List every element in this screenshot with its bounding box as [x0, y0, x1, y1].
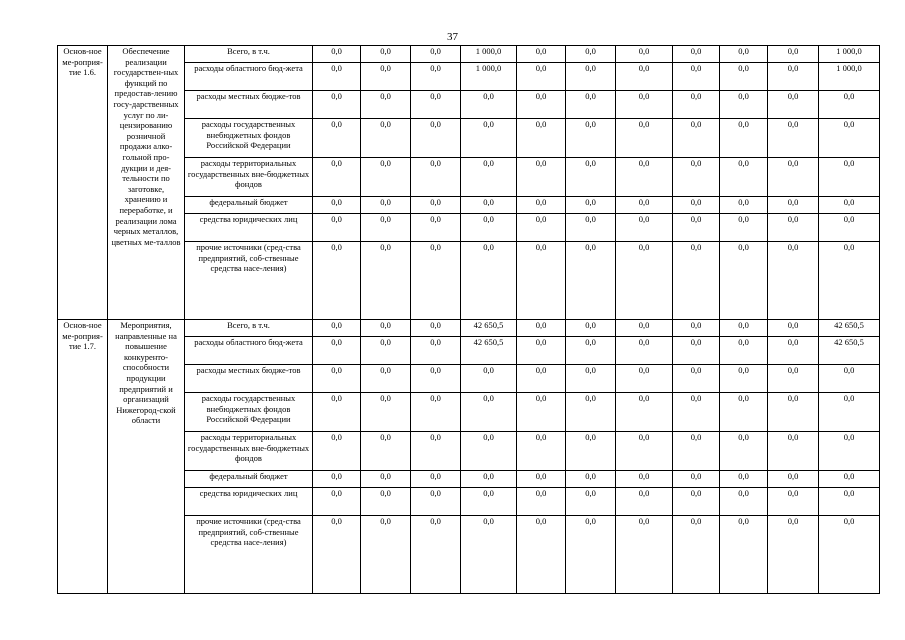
amount-cell: 0,0 [768, 119, 819, 158]
amount-cell: 0,0 [616, 158, 673, 197]
amount-cell: 0,0 [313, 46, 361, 63]
amount-cell: 0,0 [461, 516, 517, 594]
amount-cell: 0,0 [673, 158, 720, 197]
amount-cell: 0,0 [517, 214, 566, 242]
amount-cell: 1 000,0 [819, 63, 880, 91]
amount-cell: 0,0 [313, 320, 361, 337]
funding-source: расходы территориальных государственных вне-бюджетных фондов [185, 432, 313, 471]
amount-cell: 0,0 [616, 471, 673, 488]
amount-cell: 0,0 [768, 158, 819, 197]
amount-cell: 0,0 [673, 91, 720, 119]
amount-cell: 0,0 [673, 46, 720, 63]
funding-source: расходы областного бюд-жета [185, 63, 313, 91]
amount-cell: 0,0 [461, 119, 517, 158]
amount-cell: 0,0 [720, 119, 768, 158]
amount-cell: 0,0 [361, 46, 411, 63]
amount-cell: 0,0 [616, 197, 673, 214]
amount-cell: 0,0 [361, 471, 411, 488]
amount-cell: 0,0 [566, 197, 616, 214]
amount-cell: 0,0 [768, 91, 819, 119]
amount-cell: 0,0 [673, 320, 720, 337]
funding-source: прочие источники (сред-ства предприятий, соб-ственные средства насе-ления) [185, 242, 313, 320]
amount-cell: 0,0 [411, 471, 461, 488]
amount-cell: 0,0 [313, 214, 361, 242]
amount-cell: 0,0 [616, 365, 673, 393]
amount-cell: 0,0 [673, 197, 720, 214]
amount-cell: 0,0 [411, 46, 461, 63]
funding-source: расходы областного бюд-жета [185, 337, 313, 365]
funding-source: прочие источники (сред-ства предприятий, соб-ственные средства насе-ления) [185, 516, 313, 594]
amount-cell: 0,0 [517, 91, 566, 119]
amount-cell: 0,0 [673, 432, 720, 471]
funding-source: Всего, в т.ч. [185, 46, 313, 63]
amount-cell: 0,0 [720, 91, 768, 119]
amount-cell: 0,0 [461, 242, 517, 320]
amount-cell: 0,0 [566, 471, 616, 488]
funding-source: расходы местных бюдже-тов [185, 91, 313, 119]
amount-cell: 0,0 [720, 46, 768, 63]
amount-cell: 0,0 [673, 214, 720, 242]
amount-cell: 0,0 [566, 320, 616, 337]
amount-cell: 0,0 [616, 337, 673, 365]
amount-cell: 0,0 [517, 516, 566, 594]
activity-title: Мероприятия, направленные на повышение конкуренто-способности продукции предприятий и организаций Нижегород-ской области [108, 320, 185, 594]
amount-cell: 1 000,0 [819, 46, 880, 63]
amount-cell: 0,0 [461, 214, 517, 242]
amount-cell: 0,0 [517, 197, 566, 214]
amount-cell: 0,0 [411, 516, 461, 594]
amount-cell: 0,0 [411, 158, 461, 197]
amount-cell: 0,0 [616, 393, 673, 432]
amount-cell: 0,0 [616, 242, 673, 320]
amount-cell: 0,0 [720, 242, 768, 320]
amount-cell: 0,0 [361, 158, 411, 197]
amount-cell: 0,0 [720, 471, 768, 488]
amount-cell: 0,0 [517, 337, 566, 365]
amount-cell: 0,0 [819, 365, 880, 393]
amount-cell: 0,0 [313, 63, 361, 91]
activity-number: Основ-ное ме-роприя-тие 1.7. [58, 320, 108, 594]
amount-cell: 0,0 [461, 197, 517, 214]
amount-cell: 0,0 [616, 516, 673, 594]
amount-cell: 0,0 [461, 393, 517, 432]
amount-cell: 0,0 [768, 516, 819, 594]
activity-number: Основ-ное ме-роприя-тие 1.6. [58, 46, 108, 320]
amount-cell: 0,0 [720, 488, 768, 516]
amount-cell: 42 650,5 [819, 337, 880, 365]
amount-cell: 0,0 [768, 471, 819, 488]
amount-cell: 0,0 [313, 516, 361, 594]
funding-source: средства юридических лиц [185, 488, 313, 516]
funding-source: расходы местных бюдже-тов [185, 365, 313, 393]
amount-cell: 1 000,0 [461, 63, 517, 91]
amount-cell: 0,0 [673, 337, 720, 365]
amount-cell: 0,0 [361, 214, 411, 242]
funding-source: средства юридических лиц [185, 214, 313, 242]
amount-cell: 0,0 [720, 214, 768, 242]
amount-cell: 0,0 [361, 516, 411, 594]
amount-cell: 0,0 [411, 432, 461, 471]
amount-cell: 0,0 [819, 471, 880, 488]
amount-cell: 0,0 [361, 63, 411, 91]
amount-cell: 0,0 [673, 242, 720, 320]
amount-cell: 0,0 [720, 197, 768, 214]
amount-cell: 0,0 [819, 91, 880, 119]
amount-cell: 0,0 [819, 432, 880, 471]
amount-cell: 0,0 [461, 158, 517, 197]
amount-cell: 0,0 [411, 320, 461, 337]
amount-cell: 0,0 [768, 197, 819, 214]
amount-cell: 0,0 [819, 393, 880, 432]
amount-cell: 0,0 [411, 488, 461, 516]
amount-cell: 0,0 [517, 63, 566, 91]
amount-cell: 42 650,5 [819, 320, 880, 337]
amount-cell: 0,0 [819, 158, 880, 197]
activity-title: Обеспечение реализации государствен-ных функций по предостав-лению госу-дарственных услуг по ли-цензированию розничной продажи алко-гольной про-дукции и дея-тельности по заготовке, хранению и переработке, и реализации лома черных металлов, цветных ме-таллов [108, 46, 185, 320]
amount-cell: 0,0 [411, 91, 461, 119]
amount-cell: 0,0 [361, 337, 411, 365]
amount-cell: 0,0 [517, 320, 566, 337]
amount-cell: 0,0 [361, 432, 411, 471]
amount-cell: 0,0 [566, 393, 616, 432]
amount-cell: 0,0 [313, 488, 361, 516]
amount-cell: 0,0 [361, 488, 411, 516]
amount-cell: 0,0 [616, 91, 673, 119]
amount-cell: 0,0 [566, 516, 616, 594]
amount-cell: 0,0 [768, 337, 819, 365]
amount-cell: 0,0 [819, 214, 880, 242]
amount-cell: 0,0 [819, 516, 880, 594]
amount-cell: 0,0 [313, 197, 361, 214]
amount-cell: 0,0 [616, 46, 673, 63]
funding-source: федеральный бюджет [185, 197, 313, 214]
amount-cell: 0,0 [720, 393, 768, 432]
amount-cell: 0,0 [313, 471, 361, 488]
amount-cell: 0,0 [720, 516, 768, 594]
amount-cell: 0,0 [411, 63, 461, 91]
amount-cell: 42 650,5 [461, 320, 517, 337]
amount-cell: 0,0 [566, 242, 616, 320]
amount-cell: 0,0 [673, 63, 720, 91]
amount-cell: 0,0 [411, 337, 461, 365]
amount-cell: 0,0 [768, 214, 819, 242]
amount-cell: 0,0 [566, 432, 616, 471]
amount-cell: 0,0 [768, 63, 819, 91]
amount-cell: 0,0 [819, 119, 880, 158]
amount-cell: 0,0 [673, 365, 720, 393]
amount-cell: 0,0 [411, 365, 461, 393]
amount-cell: 0,0 [517, 393, 566, 432]
amount-cell: 0,0 [461, 91, 517, 119]
amount-cell: 0,0 [361, 365, 411, 393]
amount-cell: 0,0 [566, 337, 616, 365]
amount-cell: 0,0 [720, 432, 768, 471]
amount-cell: 0,0 [313, 365, 361, 393]
amount-cell: 0,0 [313, 242, 361, 320]
amount-cell: 0,0 [313, 393, 361, 432]
amount-cell: 0,0 [768, 365, 819, 393]
amount-cell: 0,0 [720, 365, 768, 393]
amount-cell: 0,0 [768, 432, 819, 471]
amount-cell: 0,0 [616, 214, 673, 242]
amount-cell: 0,0 [673, 516, 720, 594]
amount-cell: 0,0 [720, 63, 768, 91]
amount-cell: 0,0 [517, 432, 566, 471]
funding-source: Всего, в т.ч. [185, 320, 313, 337]
amount-cell: 0,0 [819, 488, 880, 516]
amount-cell: 0,0 [566, 214, 616, 242]
amount-cell: 0,0 [720, 158, 768, 197]
amount-cell: 0,0 [673, 119, 720, 158]
amount-cell: 0,0 [411, 393, 461, 432]
amount-cell: 0,0 [517, 488, 566, 516]
amount-cell: 0,0 [616, 63, 673, 91]
amount-cell: 0,0 [361, 197, 411, 214]
amount-cell: 0,0 [313, 432, 361, 471]
amount-cell: 0,0 [768, 488, 819, 516]
amount-cell: 42 650,5 [461, 337, 517, 365]
amount-cell: 0,0 [411, 119, 461, 158]
funding-source: федеральный бюджет [185, 471, 313, 488]
amount-cell: 0,0 [411, 214, 461, 242]
amount-cell: 0,0 [819, 242, 880, 320]
amount-cell: 0,0 [768, 242, 819, 320]
table-row [58, 46, 880, 63]
amount-cell: 0,0 [566, 119, 616, 158]
amount-cell: 0,0 [819, 197, 880, 214]
amount-cell: 0,0 [566, 158, 616, 197]
amount-cell: 0,0 [517, 242, 566, 320]
budget-table [57, 45, 880, 594]
amount-cell: 0,0 [566, 365, 616, 393]
amount-cell: 0,0 [411, 197, 461, 214]
amount-cell: 0,0 [361, 242, 411, 320]
amount-cell: 0,0 [361, 320, 411, 337]
amount-cell: 0,0 [313, 119, 361, 158]
amount-cell: 0,0 [566, 63, 616, 91]
amount-cell: 0,0 [616, 119, 673, 158]
amount-cell: 0,0 [313, 91, 361, 119]
amount-cell: 0,0 [566, 91, 616, 119]
table-body [58, 46, 880, 594]
amount-cell: 0,0 [361, 393, 411, 432]
amount-cell: 0,0 [517, 158, 566, 197]
amount-cell: 0,0 [616, 320, 673, 337]
amount-cell: 0,0 [616, 432, 673, 471]
amount-cell: 0,0 [720, 320, 768, 337]
amount-cell: 1 000,0 [461, 46, 517, 63]
amount-cell: 0,0 [768, 46, 819, 63]
amount-cell: 0,0 [673, 393, 720, 432]
funding-source: расходы государственных внебюджетных фондов Российской Федерации [185, 119, 313, 158]
funding-source: расходы территориальных государственных вне-бюджетных фондов [185, 158, 313, 197]
amount-cell: 0,0 [517, 471, 566, 488]
amount-cell: 0,0 [313, 337, 361, 365]
amount-cell: 0,0 [411, 242, 461, 320]
amount-cell: 0,0 [461, 471, 517, 488]
amount-cell: 0,0 [461, 365, 517, 393]
amount-cell: 0,0 [517, 365, 566, 393]
amount-cell: 0,0 [517, 46, 566, 63]
amount-cell: 0,0 [566, 488, 616, 516]
amount-cell: 0,0 [720, 337, 768, 365]
amount-cell: 0,0 [673, 471, 720, 488]
amount-cell: 0,0 [566, 46, 616, 63]
amount-cell: 0,0 [313, 158, 361, 197]
amount-cell: 0,0 [361, 91, 411, 119]
funding-source: расходы государственных внебюджетных фондов Российской Федерации [185, 393, 313, 432]
amount-cell: 0,0 [673, 488, 720, 516]
amount-cell: 0,0 [361, 119, 411, 158]
table-row [58, 320, 880, 337]
amount-cell: 0,0 [616, 488, 673, 516]
amount-cell: 0,0 [461, 432, 517, 471]
amount-cell: 0,0 [768, 393, 819, 432]
page-number: 37 [447, 31, 458, 43]
amount-cell: 0,0 [461, 488, 517, 516]
amount-cell: 0,0 [517, 119, 566, 158]
amount-cell: 0,0 [768, 320, 819, 337]
